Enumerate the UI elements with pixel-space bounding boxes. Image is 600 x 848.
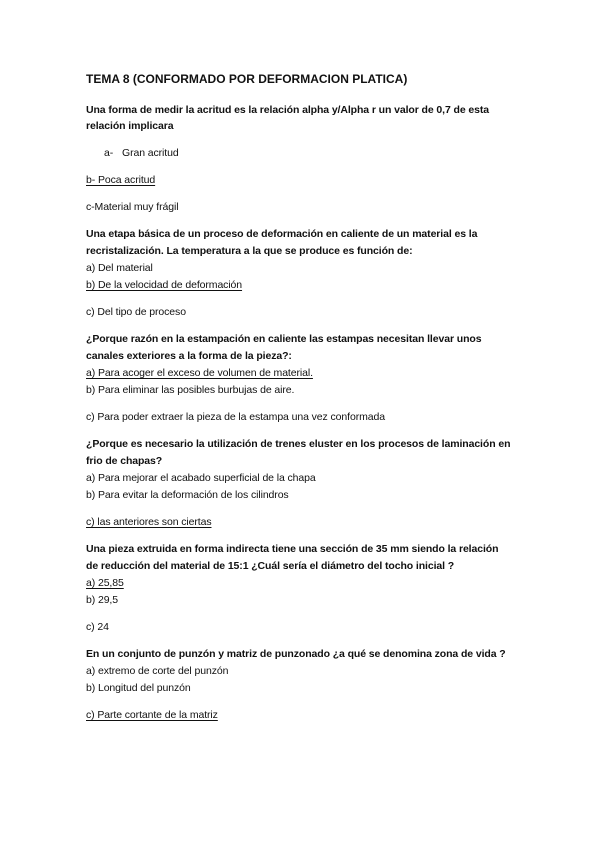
- q1-option-c: c-Material muy frágil: [86, 201, 179, 213]
- q1-text-line1: Una forma de medir la acritud es la relación alpha y/Alpha r un valor de 0,7 de esta: [86, 104, 489, 116]
- q4-option-c: c) las anteriores son ciertas: [86, 516, 212, 528]
- q5-text-line1: Una pieza extruida en forma indirecta tiene una sección de 35 mm siendo la relación: [86, 543, 499, 555]
- q1-text-line2: relación implicara: [86, 120, 174, 132]
- q2-option-b: b) De la velocidad de deformación: [86, 279, 243, 291]
- q4-text-line2: frio de chapas?: [86, 455, 163, 467]
- q4-option-a: a) Para mejorar el acabado superficial de la chapa: [86, 472, 316, 484]
- q1-option-a: [104, 146, 179, 160]
- q3-option-b: b) Para eliminar las posibles burbujas de aire.: [86, 384, 295, 396]
- q6-option-c: c) Parte cortante de la matriz: [86, 709, 218, 721]
- q3-option-a: a) Para acoger el exceso de volumen de material.: [86, 367, 313, 379]
- q5-option-b: b) 29,5: [86, 594, 118, 606]
- q5-text-line2: de reducción del material de 15:1 ¿Cuál sería el diámetro del tocho inicial ?: [86, 560, 455, 572]
- q2-option-a: a) Del material: [86, 262, 153, 274]
- q4-option-b: b) Para evitar la deformación de los cilindros: [86, 489, 289, 501]
- q2-text-line2: recristalización. La temperatura a la que se produce es función de:: [86, 245, 413, 257]
- q6-option-a: a) extremo de corte del punzón: [86, 665, 229, 677]
- page-title: TEMA 8 (CONFORMADO POR DEFORMACION PLATICA): [86, 72, 408, 86]
- q2-option-c: c) Del tipo de proceso: [86, 306, 186, 318]
- q1-option-a-marker: a-: [104, 147, 114, 159]
- q1-option-b: b- Poca acritud: [86, 174, 156, 186]
- q3-text-line2: canales exteriores a la forma de la pieza?:: [86, 350, 292, 362]
- q6-option-b: b) Longitud del punzón: [86, 682, 191, 694]
- q3-option-c: c) Para poder extraer la pieza de la estampa una vez conformada: [86, 411, 385, 423]
- q2-text-line1: Una etapa básica de un proceso de deformación en caliente de un material es la: [86, 228, 478, 240]
- q5-option-a: a) 25,85: [86, 577, 124, 589]
- q1-option-a-text: Gran acritud: [122, 147, 179, 159]
- q5-option-c: c) 24: [86, 621, 109, 633]
- q4-text-line1: ¿Porque es necesario la utilización de trenes eluster en los procesos de laminación en: [86, 438, 511, 450]
- q6-text-line1: En un conjunto de punzón y matriz de punzonado ¿a qué se denomina zona de vida ?: [86, 648, 506, 660]
- q3-text-line1: ¿Porque razón en la estampación en caliente las estampas necesitan llevar unos: [86, 333, 482, 345]
